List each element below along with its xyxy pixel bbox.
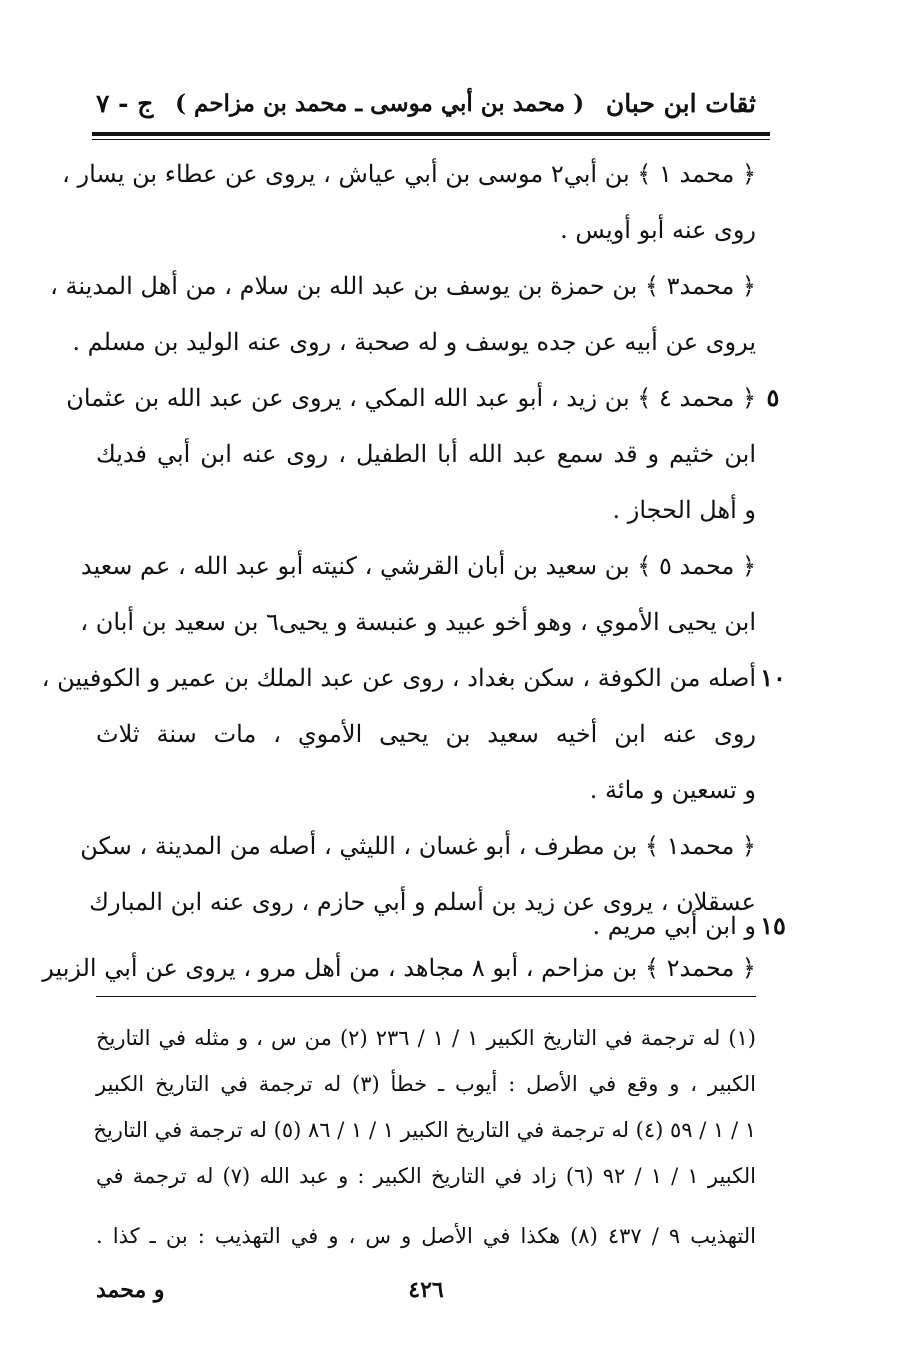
text-line: ﴿ محمد٣ ﴾ بن حمزة بن يوسف بن عبد الله بن سلام ، من أهل المدينة ،	[50, 272, 756, 300]
text-line: ﴿ محمد ٤ ﴾ بن زيد ، أبو عبد الله المكي ، يروى عن عبد الله بن عثمان	[66, 384, 756, 412]
text-line: ﴿ محمد ٥ ﴾ بن سعيد بن أبان القرشي ، كنيته أبو عبد الله ، عم سعيد	[80, 552, 756, 580]
running-header	[96, 78, 756, 128]
text-line: أصله من الكوفة ، سكن بغداد ، روى عن عبد الملك بن عمير و الكوفيين ،	[41, 664, 756, 692]
text-line: ابن خثيم و قد سمع عبد الله أبا الطفيل ، روى عنه ابن أبي فديك	[96, 440, 756, 468]
text-line: روى عنه أبو أويس .	[560, 216, 756, 244]
footnote-line: (١) له ترجمة في التاريخ الكبير ١ / ١ / ٢٣٦ (٢) من س ، و مثله في التاريخ	[96, 1026, 756, 1050]
text-line: ابن يحيى الأموي ، وهو أخو عبيد و عنبسة و يحيى٦ بن سعيد بن أبان ،	[80, 608, 756, 636]
text-line: روى عنه ابن أخيه سعيد بن يحيى الأموي ، مات سنة ثلاث	[96, 720, 756, 748]
page-footer	[96, 1270, 756, 1310]
header-entries-range: ( محمد بن أبي موسى ـ محمد بن مزاحم )	[175, 89, 585, 117]
text-line: و أهل الحجاز .	[612, 496, 756, 524]
text-line: و ابن أبي مريم .	[592, 912, 756, 940]
line-number-5: ٥	[766, 383, 780, 412]
footnote-line: ١ / ١ / ٥٩ (٤) له ترجمة في التاريخ الكبير ١ / ١ / ٨٦ (٥) له ترجمة في التاريخ	[93, 1118, 756, 1142]
text-line: ﴿ محمد ١ ﴾ بن أبي٢ موسى بن أبي عياش ، يروى عن عطاء بن يسار ،	[62, 160, 756, 188]
header-rule-thin	[92, 139, 770, 140]
footnote-line: التهذيب ٩ / ٤٣٧ (٨) هكذا في الأصل و س ، و في التهذيب : بن ـ كذا .	[96, 1224, 756, 1248]
footnote-line: الكبير ، و وقع في الأصل : أيوب ـ خطأ (٣) له ترجمة في التاريخ الكبير	[96, 1072, 756, 1096]
header-book-title: ثقات ابن حبان	[605, 88, 756, 118]
text-line: يروى عن أبيه عن جده يوسف و له صحبة ، روى عنه الوليد بن مسلم .	[72, 328, 756, 356]
footnote-rule	[96, 996, 756, 997]
text-line: و تسعين و مائة .	[589, 776, 756, 804]
page-number: ٤٢٦	[408, 1277, 444, 1303]
catchword: و محمد	[96, 1277, 165, 1303]
line-number-10: ١٠	[760, 663, 786, 692]
text-line: ﴿ محمد٢ ﴾ بن مزاحم ، أبو ٨ مجاهد ، من أهل مرو ، يروى عن أبي الزبير	[42, 954, 756, 982]
text-line: ﴿ محمد١ ﴾ بن مطرف ، أبو غسان ، الليثي ، أصله من المدينة ، سكن	[80, 832, 756, 860]
footnote-line: الكبير ١ / ١ / ٩٢ (٦) زاد في التاريخ الكبير : و عبد الله (٧) له ترجمة في	[96, 1164, 756, 1188]
header-rule-thick	[92, 132, 770, 136]
header-volume: ج - ٧	[96, 88, 154, 118]
line-number-15: ١٥	[760, 911, 786, 940]
text-line: عسقلان ، يروى عن زيد بن أسلم و أبي حازم ، روى عنه ابن المبارك	[89, 888, 756, 916]
